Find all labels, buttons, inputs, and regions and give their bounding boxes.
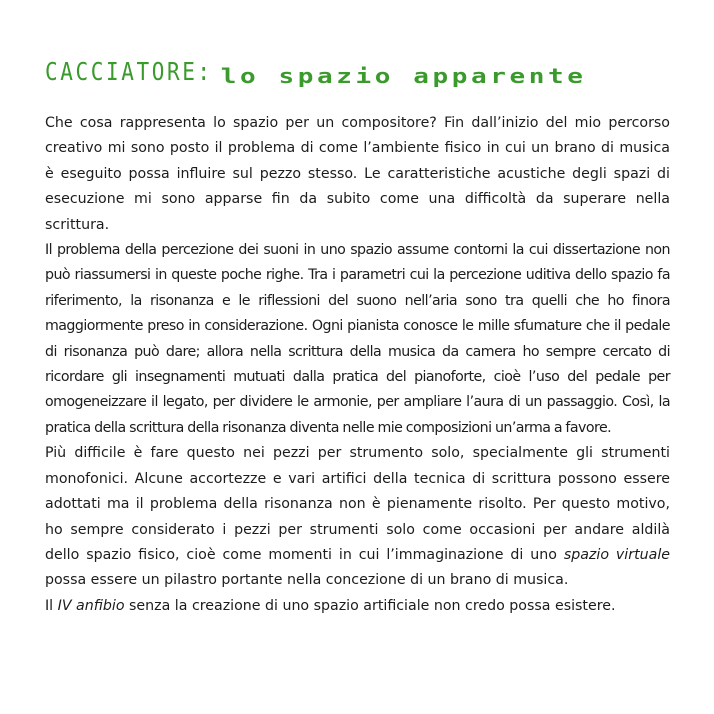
page-title: [45, 56, 587, 89]
paragraph-4: [45, 594, 670, 619]
paragraph-4-text-start: Il: [45, 597, 58, 614]
body-text: [45, 111, 670, 619]
paragraph-1: Che cosa rappresenta lo spazio per un compositore? Fin dall’inizio del mio percorso creativo mi sono posto il problema di come l’ambiente fisico in cui un brano di musica è eseguito possa influire sul pezzo stesso. Le caratteristiche acustiche degli spazi di esecuzione mi sono apparse fin da subito come una difficoltà da superare nella scrittura.: [45, 115, 670, 233]
paragraph-3: [45, 441, 670, 593]
paragraph-2: Il problema della percezione dei suoni in uno spazio assume contorni la cui dissertazione non può riassumersi in queste poche righe. Tra i parametri cui la percezione uditiva dello spazio fa riferimento, la risonanza e le riflessioni del suono nell’aria sono tra quelli che ho finora maggiormente preso in considerazione. Ogni pianista conosce le mille sfumature che il pedale di risonanza può dare; allora nella scrittura della musica da camera ho sempre cercato di ricordare gli insegnamenti mutuati dalla pratica del pianoforte, cioè l’uso del pedale per omogeneizzare il legato, per dividere le armonie, per ampliare l’aura di un passaggio. Così, la pratica della scrittura della risonanza diventa nelle mie composizioni un’arma a favore.: [45, 242, 670, 436]
paragraph-3-text-start: Più difficile è fare questo nei pezzi per strumento solo, specialmente gli strumenti monofonici. Alcune accortezze e vari artifici della tecnica di scrittura possono essere adottati ma il problema della risonanza non è pienamente risolto. Per questo motivo, ho sempre considerato i pezzi per strumenti solo come occasioni per andare aldilà dello spazio fisico, cioè come momenti in cui l’immaginazione di uno: [45, 445, 670, 563]
paragraph-3-emphasis: spazio virtuale: [563, 546, 670, 563]
title-author: CACCIATORE:: [45, 57, 213, 86]
paragraph-4-emphasis: IV anfibio: [57, 597, 125, 614]
paragraph-3-text-end: possa essere un pilastro portante nella concezione di un brano di musica.: [45, 572, 569, 589]
paragraph-4-text-end: senza la creazione di uno spazio artificiale non credo possa esistere.: [124, 597, 616, 614]
title-work: lo spazio apparente: [220, 64, 587, 89]
